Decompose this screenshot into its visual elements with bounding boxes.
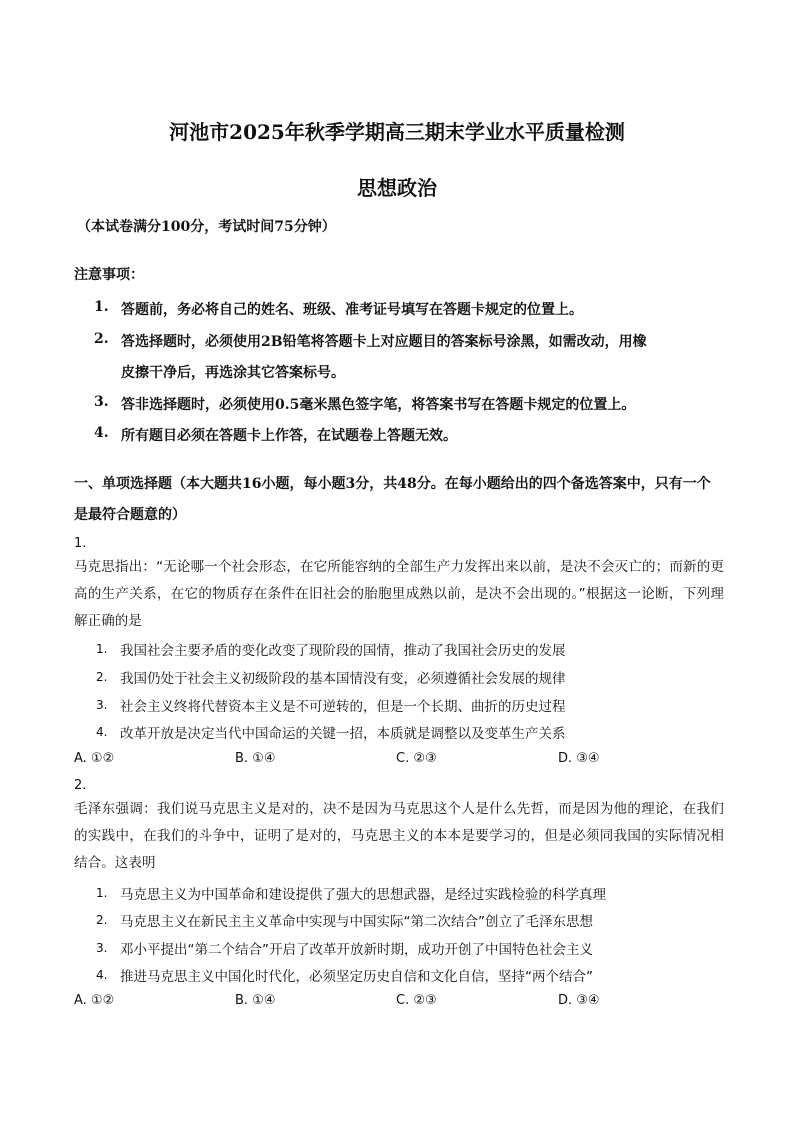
option-number: 1. [96,642,108,656]
answer-choice-c: C. ②③ [396,751,437,766]
subject-title: 思想政治 [357,176,437,200]
answer-choice-d: D. ③④ [558,751,600,766]
question-number: 1. [74,536,87,551]
answer-choice-b: B. ①④ [235,751,276,766]
notice-item-text: 答选择题时，必须使用2B铅笔将答题卡上对应题目的答案标号涂黑，如需改动，用橡 [121,334,647,350]
notice-item-text: 答非选择题时，必须使用0.5毫米黑色签字笔，将答案书写在答题卡规定的位置上。 [121,397,636,413]
question-stem: 马克思指出：“无论哪一个社会形态，在它所能容纳的全部生产力发挥出来以前，是决不会灭亡的；而新的更高的生产关系，在它的物质存在条件在旧社会的胎胞里成熟以前，是决不会出现的。”根据这一论断，下列理解正确的是 [74,559,724,629]
answer-choice-d: D. ③④ [558,993,600,1008]
option-number: 4. [96,968,108,982]
option-text: 马克思主义为中国革命和建设提供了强大的思想武器，是经过实践检验的科学真理 [120,887,606,903]
answer-choice-a: A. ①② [74,751,115,766]
notice-item-text-continued: 皮擦干净后，再选涂其它答案标号。 [121,365,345,381]
option-text: 我国社会主要矛盾的变化改变了现阶段的国情，推动了我国社会历史的发展 [120,643,566,659]
option-number: 2. [96,670,108,684]
option-number: 2. [96,913,108,927]
option-text: 改革开放是决定当代中国命运的关键一招，本质就是调整以及变革生产关系 [120,726,566,742]
notice-item-number: 2. [94,331,109,347]
section-heading: 一、单项选择题（本大题共16小题，每小题3分，共48分。在每小题给出的四个备选答案中，只有一个是最符合题意的） [74,476,711,523]
question-stem: 毛泽东强调：我们说马克思主义是对的，决不是因为马克思这个人是什么先哲，而是因为他的理论，在我们的实践中，在我们的斗争中，证明了是对的，马克思主义的本本是要学习的，但是必须同我国的实际情况相结合。这表明 [74,801,724,871]
answer-choice-c: C. ②③ [396,993,437,1008]
option-text: 邓小平提出“第二个结合”开启了改革开放新时期，成功开创了中国特色社会主义 [120,942,593,958]
exam-note: （本试卷满分100分，考试时间75分钟） [77,219,336,235]
option-text: 马克思主义在新民主主义革命中实现与中国实际“第二次结合”创立了毛泽东思想 [120,914,593,930]
option-number: 4. [96,725,108,739]
option-text: 推进马克思主义中国化时代化，必须坚定历史自信和文化自信，坚持“两个结合” [120,969,593,985]
question-number: 2. [74,778,87,793]
notice-item-number: 4. [94,425,109,441]
option-number: 3. [96,698,108,712]
option-number: 1. [96,886,108,900]
option-text: 我国仍处于社会主义初级阶段的基本国情没有变，必须遵循社会发展的规律 [120,671,566,687]
answer-choice-b: B. ①④ [235,993,276,1008]
notice-item-text: 答题前，务必将自己的姓名、班级、准考证号填写在答题卡规定的位置上。 [121,302,583,318]
notice-heading: 注意事项： [74,267,144,283]
option-text: 社会主义终将代替资本主义是不可逆转的，但是一个长期、曲折的历史过程 [120,699,566,715]
notice-item-number: 3. [94,394,109,410]
option-number: 3. [96,941,108,955]
notice-item-number: 1. [94,299,109,315]
exam-title: 河池市2025年秋季学期高三期末学业水平质量检测 [169,120,625,144]
notice-item-text: 所有题目必须在答题卡上作答，在试题卷上答题无效。 [121,428,457,444]
answer-choice-a: A. ①② [74,993,115,1008]
